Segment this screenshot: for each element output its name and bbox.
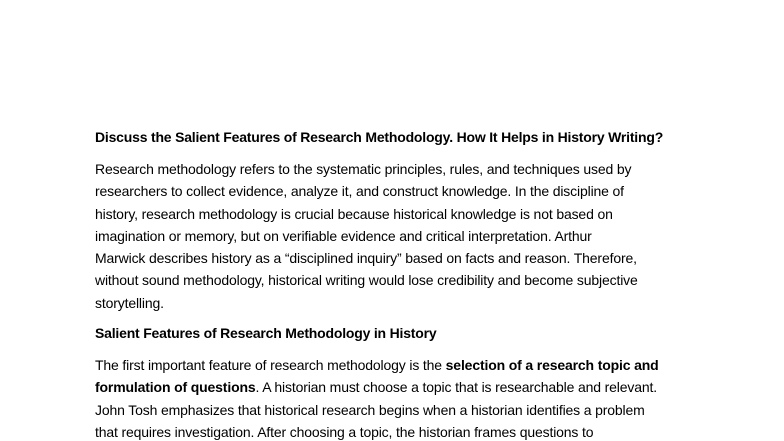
feature-line: John Tosh emphasizes that historical research begins when a historian identifies a problem xyxy=(95,401,645,418)
intro-line: without sound methodology, historical writing would lose credibility and become subjective xyxy=(95,272,638,289)
intro-line: history, research methodology is crucial because historical knowledge is not based on xyxy=(95,205,613,222)
feature-text: . A historian must choose a topic that is researchable and relevant. xyxy=(255,379,657,396)
section-heading: Salient Features of Research Methodology in History xyxy=(95,325,437,342)
intro-paragraph xyxy=(95,158,695,314)
feature-bold-text: formulation of questions xyxy=(95,379,256,396)
feature-line: that requires investigation. After choosing a topic, the historian frames questions to xyxy=(95,423,594,440)
document-body xyxy=(95,126,695,441)
feature-bold-text: selection of a research topic and xyxy=(445,357,659,374)
feature-line xyxy=(95,376,695,398)
document-title: Discuss the Salient Features of Research Methodology. How It Helps in History Writing? xyxy=(95,129,664,145)
intro-line: imagination or memory, but on verifiable evidence and critical interpretation. Arthur xyxy=(95,227,592,244)
intro-line: researchers to collect evidence, analyze it, and construct knowledge. In the discipline of xyxy=(95,183,624,200)
intro-line: Marwick describes history as a “disciplined inquiry” based on facts and reason. Therefore, xyxy=(95,250,637,267)
intro-line: storytelling. xyxy=(95,294,164,311)
feature-text: The first important feature of research methodology is the xyxy=(95,357,446,374)
feature-line xyxy=(95,354,695,376)
intro-line: Research methodology refers to the systematic principles, rules, and techniques used by xyxy=(95,161,632,177)
feature-paragraph xyxy=(95,354,695,441)
